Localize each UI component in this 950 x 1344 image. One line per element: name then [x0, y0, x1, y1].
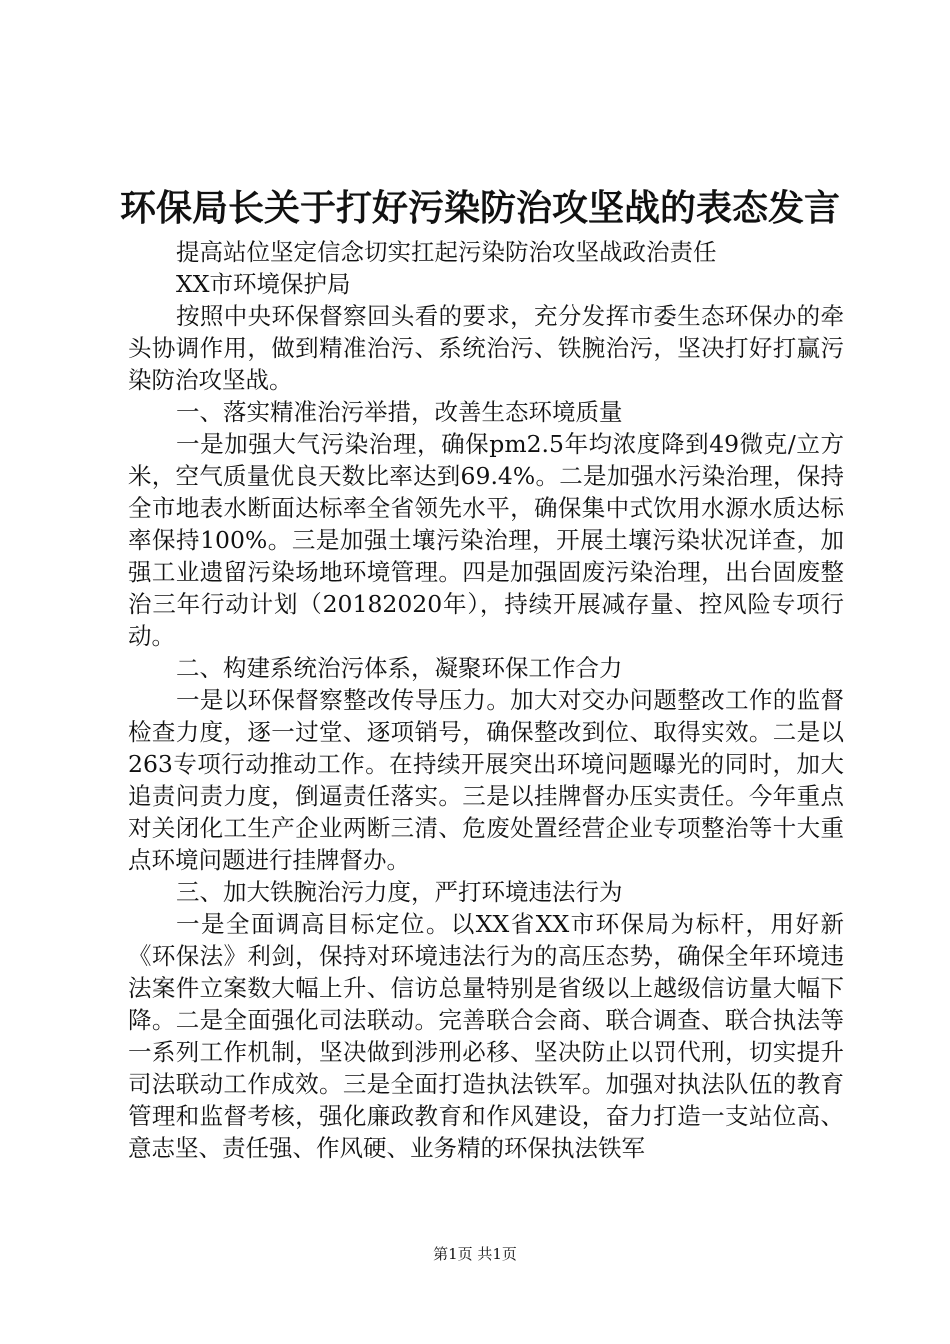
subtitle-paragraph: 提高站位坚定信念切实扛起污染防治攻坚战政治责任 — [176, 238, 717, 266]
section-body-3: 一是全面调高目标定位。以XX省XX市环保局为标杆，用好新《环保法》利剑，保持对环境违法行为的高压态势，确保全年环境违法案件立案数大幅上升、信访总量特别是省级以上越级信访量大幅下降。二是全面强化司法联动。完善联合会商、联合调查、联合执法等一系列工作机制，坚决做到涉刑必移、坚决防止以罚代刑，切实提升司法联动工作成效。三是全面打造执法铁军。加强对执法队伍的教育管理和监督考核，强化廉政教育和作风建设，奋力打造一支站位高、意志坚、责任强、作风硬、业务精的环保执法铁军 — [128, 910, 844, 1162]
section-heading-2: 二、构建系统治污体系，凝聚环保工作合力 — [176, 654, 623, 682]
intro-paragraph: 按照中央环保督察回头看的要求，充分发挥市委生态环保办的牵头协调作用，做到精准治污、系统治污、铁腕治污，坚决打好打赢污染防治攻坚战。 — [128, 302, 844, 394]
document-body — [128, 236, 844, 1164]
section-body-2: 一是以环保督察整改传导压力。加大对交办问题整改工作的监督检查力度，逐一过堂、逐项销号，确保整改到位、取得实效。二是以263专项行动推动工作。在持续开展突出环境问题曝光的同时，加大追责问责力度，倒逼责任落实。三是以挂牌督办压实责任。今年重点对关闭化工生产企业两断三清、危废处置经营企业专项整治等十大重点环境问题进行挂牌督办。 — [128, 686, 844, 874]
section-heading-3: 三、加大铁腕治污力度，严打环境违法行为 — [176, 878, 623, 906]
section-body-1: 一是加强大气污染治理，确保pm2.5年均浓度降到49微克/立方米，空气质量优良天数比率达到69.4%。二是加强水污染治理，保持全市地表水断面达标率全省领先水平，确保集中式饮用水源水质达标率保持100%。三是加强土壤污染治理，开展土壤污染状况详查，加强工业遗留污染场地环境管理。四是加强固废污染治理，出台固废整治三年行动计划（20182020年），持续开展减存量、控风险专项行动。 — [128, 430, 844, 650]
author-paragraph: XX市环境保护局 — [176, 270, 351, 298]
page-footer: 第1页 共1页 — [433, 1245, 517, 1263]
section-heading-1: 一、落实精准治污举措，改善生态环境质量 — [176, 398, 623, 426]
document-title: 环保局长关于打好污染防治攻坚战的表态发言 — [119, 187, 840, 229]
